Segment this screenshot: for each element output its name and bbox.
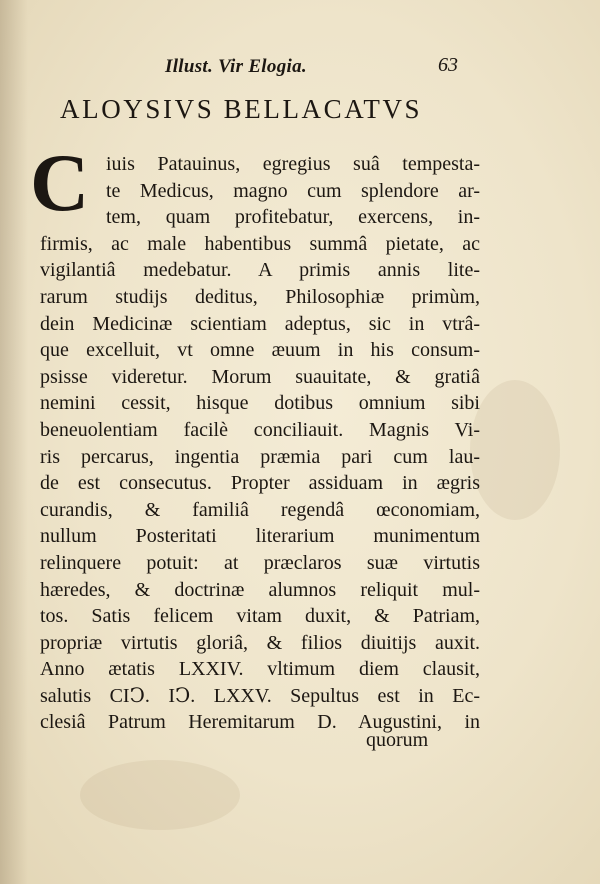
drop-cap-initial: C xyxy=(30,137,90,228)
text-line: Anno ætatis LXXIV. vltimum diem clausit, xyxy=(40,658,480,681)
text-line: tos. Satis felicem vitam duxit, & Patriam, xyxy=(40,605,480,628)
text-line: que excelluit, vt omne æuum in his consum- xyxy=(40,339,480,362)
text-line: tem, quam profitebatur, exercens, in- xyxy=(106,206,480,229)
paper-stain xyxy=(80,760,240,830)
text-line: propriæ virtutis gloriâ, & filios diuitijs auxit. xyxy=(40,631,480,654)
text-line: psisse videretur. Morum suauitate, & gratiâ xyxy=(40,365,480,388)
gutter-shadow xyxy=(0,0,28,884)
text-line: rarum studijs deditus, Philosophiæ primùm, xyxy=(40,285,480,308)
text-line: ris percarus, ingentia præmia pari cum lau- xyxy=(40,445,480,468)
text-line: nemini cessit, hisque dotibus omnium sibi xyxy=(40,392,480,415)
text-line: clesiâ Patrum Heremitarum D. Augustini, in xyxy=(40,711,480,734)
catchword: quorum xyxy=(366,729,429,751)
text-line: beneuolentiam facilè conciliauit. Magnis Vi- xyxy=(40,418,480,441)
text-line: vigilantiâ medebatur. A primis annis lite- xyxy=(40,259,480,282)
entry-title: ALOYSIVS BELLACATVS xyxy=(60,94,423,124)
text-line: hæredes, & doctrinæ alumnos reliquit mul- xyxy=(40,578,480,601)
text-line: te Medicus, magno cum splendore ar- xyxy=(106,179,480,202)
paper-stain xyxy=(470,380,560,520)
text-line: iuis Patauinus, egregius suâ tempesta- xyxy=(106,153,480,175)
text-line: curandis, & familiâ regendâ œconomiam, xyxy=(40,498,480,521)
text-line: relinquere potuit: at præclaros suæ virtutis xyxy=(40,551,480,574)
text-line: salutis CIↃ. IↃ. LXXV. Sepultus est in Ec- xyxy=(40,684,480,707)
text-line: de est consecutus. Propter assiduam in ægris xyxy=(40,472,480,495)
body-text xyxy=(40,151,480,736)
text-line: firmis, ac male habentibus summâ pietate, ac xyxy=(40,232,480,255)
text-line: nullum Posteritati literarium munimentum xyxy=(40,525,480,548)
text-line: dein Medicinæ scientiam adeptus, sic in vtrâ- xyxy=(40,312,480,335)
page-number: 63 xyxy=(438,54,458,76)
running-title: Illust. Vir Elogia. xyxy=(165,56,307,77)
